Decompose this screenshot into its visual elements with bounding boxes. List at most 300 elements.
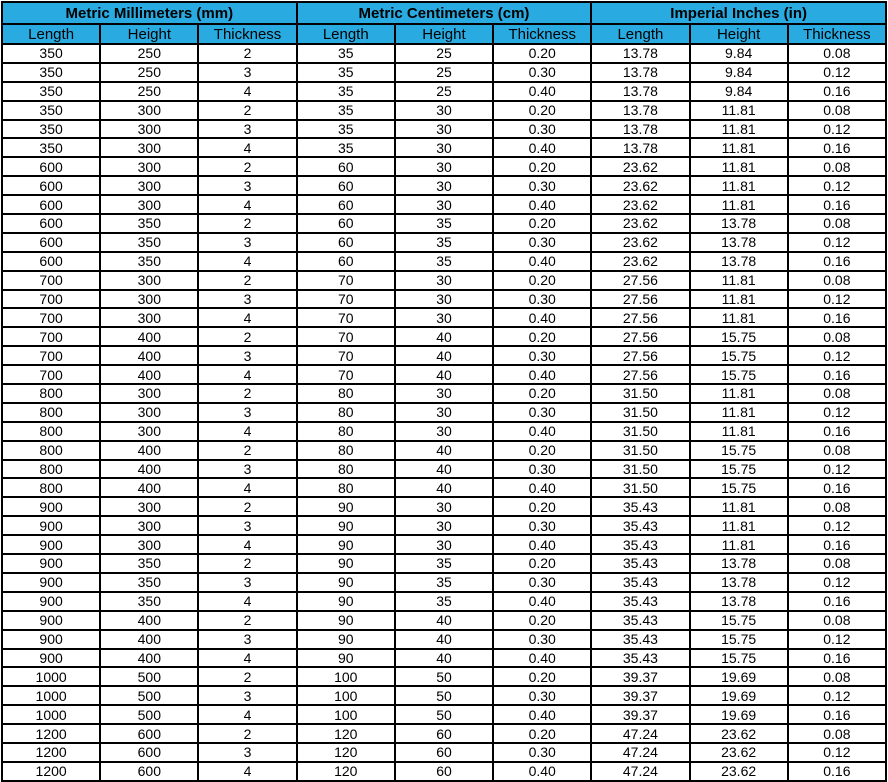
cell: 31.50 — [591, 403, 689, 422]
cell: 80 — [297, 478, 395, 497]
cell: 800 — [2, 384, 100, 403]
table-row — [2, 478, 886, 497]
cell: 90 — [297, 611, 395, 630]
cell: 0.40 — [493, 705, 591, 724]
cell: 2 — [198, 101, 296, 120]
cell: 3 — [198, 686, 296, 705]
table-row — [2, 535, 886, 554]
cell: 35 — [297, 138, 395, 157]
table-row — [2, 384, 886, 403]
cell: 19.69 — [690, 686, 788, 705]
cell: 0.30 — [493, 573, 591, 592]
cell: 3 — [198, 460, 296, 479]
cell: 0.30 — [493, 233, 591, 252]
cell: 300 — [100, 138, 198, 157]
table-row — [2, 327, 886, 346]
cell: 0.20 — [493, 101, 591, 120]
cell: 15.75 — [690, 478, 788, 497]
cell: 900 — [2, 516, 100, 535]
table-row — [2, 157, 886, 176]
cell: 0.08 — [788, 271, 886, 290]
cell: 300 — [100, 120, 198, 139]
cell: 300 — [100, 176, 198, 195]
cell: 0.20 — [493, 497, 591, 516]
table-row — [2, 138, 886, 157]
cell: 4 — [198, 308, 296, 327]
cell: 2 — [198, 271, 296, 290]
cell: 30 — [395, 422, 493, 441]
cell: 50 — [395, 667, 493, 686]
cell: 300 — [100, 195, 198, 214]
cell: 3 — [198, 63, 296, 82]
cell: 300 — [100, 497, 198, 516]
cell: 23.62 — [591, 233, 689, 252]
cell: 23.62 — [591, 176, 689, 195]
cell: 35 — [395, 233, 493, 252]
cell: 0.40 — [493, 138, 591, 157]
cell: 23.62 — [690, 762, 788, 781]
cell: 600 — [100, 762, 198, 781]
cell: 11.81 — [690, 120, 788, 139]
cell: 35 — [297, 120, 395, 139]
cell: 40 — [395, 327, 493, 346]
column-header-row — [2, 24, 886, 44]
cell: 15.75 — [690, 649, 788, 668]
cell: 0.08 — [788, 214, 886, 233]
col-header-in-height: Height — [690, 24, 788, 44]
cell: 0.16 — [788, 592, 886, 611]
cell: 27.56 — [591, 346, 689, 365]
cell: 3 — [198, 516, 296, 535]
cell: 350 — [100, 554, 198, 573]
cell: 30 — [395, 101, 493, 120]
cell: 70 — [297, 308, 395, 327]
cell: 120 — [297, 743, 395, 762]
cell: 30 — [395, 516, 493, 535]
cell: 30 — [395, 271, 493, 290]
cell: 3 — [198, 403, 296, 422]
cell: 0.30 — [493, 516, 591, 535]
cell: 0.12 — [788, 630, 886, 649]
cell: 0.40 — [493, 195, 591, 214]
cell: 0.08 — [788, 554, 886, 573]
cell: 40 — [395, 478, 493, 497]
cell: 30 — [395, 138, 493, 157]
cell: 80 — [297, 422, 395, 441]
cell: 700 — [2, 365, 100, 384]
cell: 0.16 — [788, 138, 886, 157]
table-row — [2, 101, 886, 120]
cell: 30 — [395, 290, 493, 309]
cell: 47.24 — [591, 743, 689, 762]
cell: 350 — [2, 138, 100, 157]
cell: 90 — [297, 554, 395, 573]
cell: 1000 — [2, 667, 100, 686]
cell: 60 — [297, 195, 395, 214]
col-header-cm-thickness: Thickness — [493, 24, 591, 44]
cell: 3 — [198, 743, 296, 762]
cell: 0.08 — [788, 384, 886, 403]
cell: 700 — [2, 308, 100, 327]
cell: 2 — [198, 497, 296, 516]
cell: 900 — [2, 592, 100, 611]
cell: 0.20 — [493, 724, 591, 743]
cell: 30 — [395, 176, 493, 195]
col-header-mm-thickness: Thickness — [198, 24, 296, 44]
cell: 400 — [100, 346, 198, 365]
cell: 15.75 — [690, 441, 788, 460]
cell: 0.30 — [493, 346, 591, 365]
cell: 0.16 — [788, 82, 886, 101]
cell: 30 — [395, 535, 493, 554]
cell: 35.43 — [591, 630, 689, 649]
cell: 50 — [395, 705, 493, 724]
cell: 0.16 — [788, 535, 886, 554]
cell: 3 — [198, 233, 296, 252]
cell: 2 — [198, 611, 296, 630]
cell: 13.78 — [690, 233, 788, 252]
section-title-mm: Metric Millimeters (mm) — [2, 2, 297, 24]
cell: 11.81 — [690, 403, 788, 422]
cell: 250 — [100, 63, 198, 82]
cell: 60 — [297, 214, 395, 233]
cell: 0.08 — [788, 441, 886, 460]
cell: 30 — [395, 120, 493, 139]
cell: 900 — [2, 630, 100, 649]
cell: 350 — [100, 592, 198, 611]
cell: 600 — [100, 724, 198, 743]
col-header-cm-height: Height — [395, 24, 493, 44]
cell: 4 — [198, 592, 296, 611]
cell: 11.81 — [690, 157, 788, 176]
cell: 3 — [198, 573, 296, 592]
cell: 11.81 — [690, 138, 788, 157]
cell: 35.43 — [591, 573, 689, 592]
cell: 2 — [198, 554, 296, 573]
table-row — [2, 554, 886, 573]
cell: 11.81 — [690, 195, 788, 214]
cell: 0.16 — [788, 422, 886, 441]
cell: 300 — [100, 271, 198, 290]
cell: 800 — [2, 441, 100, 460]
cell: 3 — [198, 176, 296, 195]
cell: 0.20 — [493, 157, 591, 176]
cell: 40 — [395, 346, 493, 365]
cell: 100 — [297, 686, 395, 705]
table-row — [2, 403, 886, 422]
cell: 40 — [395, 649, 493, 668]
cell: 70 — [297, 327, 395, 346]
cell: 0.20 — [493, 44, 591, 63]
cell: 0.20 — [493, 611, 591, 630]
cell: 0.16 — [788, 308, 886, 327]
cell: 0.20 — [493, 214, 591, 233]
cell: 40 — [395, 630, 493, 649]
cell: 11.81 — [690, 271, 788, 290]
cell: 0.08 — [788, 667, 886, 686]
cell: 35.43 — [591, 516, 689, 535]
table-body — [2, 44, 886, 781]
cell: 0.16 — [788, 195, 886, 214]
cell: 31.50 — [591, 384, 689, 403]
cell: 30 — [395, 157, 493, 176]
cell: 300 — [100, 535, 198, 554]
cell: 31.50 — [591, 422, 689, 441]
cell: 30 — [395, 308, 493, 327]
table-row — [2, 743, 886, 762]
cell: 400 — [100, 460, 198, 479]
cell: 0.40 — [493, 308, 591, 327]
cell: 19.69 — [690, 667, 788, 686]
cell: 700 — [2, 327, 100, 346]
cell: 27.56 — [591, 308, 689, 327]
cell: 600 — [2, 176, 100, 195]
cell: 3 — [198, 346, 296, 365]
table-row — [2, 724, 886, 743]
cell: 27.56 — [591, 290, 689, 309]
cell: 13.78 — [591, 120, 689, 139]
cell: 13.78 — [690, 252, 788, 271]
cell: 2 — [198, 44, 296, 63]
cell: 40 — [395, 611, 493, 630]
table-row — [2, 365, 886, 384]
cell: 90 — [297, 649, 395, 668]
table-row — [2, 120, 886, 139]
cell: 9.84 — [690, 44, 788, 63]
cell: 11.81 — [690, 497, 788, 516]
cell: 350 — [2, 63, 100, 82]
table-row — [2, 214, 886, 233]
cell: 13.78 — [591, 63, 689, 82]
cell: 30 — [395, 384, 493, 403]
cell: 90 — [297, 592, 395, 611]
cell: 4 — [198, 82, 296, 101]
cell: 23.62 — [591, 252, 689, 271]
cell: 11.81 — [690, 101, 788, 120]
cell: 70 — [297, 271, 395, 290]
cell: 100 — [297, 705, 395, 724]
cell: 900 — [2, 611, 100, 630]
cell: 13.78 — [690, 592, 788, 611]
cell: 400 — [100, 441, 198, 460]
table-header — [2, 2, 886, 44]
cell: 80 — [297, 460, 395, 479]
cell: 0.12 — [788, 63, 886, 82]
cell: 4 — [198, 422, 296, 441]
cell: 0.16 — [788, 252, 886, 271]
cell: 0.08 — [788, 611, 886, 630]
cell: 300 — [100, 101, 198, 120]
table-row — [2, 592, 886, 611]
cell: 0.12 — [788, 120, 886, 139]
cell: 39.37 — [591, 705, 689, 724]
cell: 15.75 — [690, 630, 788, 649]
cell: 39.37 — [591, 667, 689, 686]
cell: 0.30 — [493, 630, 591, 649]
cell: 80 — [297, 403, 395, 422]
table-row — [2, 422, 886, 441]
cell: 0.30 — [493, 290, 591, 309]
cell: 0.30 — [493, 176, 591, 195]
cell: 47.24 — [591, 724, 689, 743]
cell: 800 — [2, 403, 100, 422]
cell: 250 — [100, 82, 198, 101]
cell: 30 — [395, 195, 493, 214]
cell: 0.40 — [493, 252, 591, 271]
cell: 120 — [297, 762, 395, 781]
cell: 0.30 — [493, 686, 591, 705]
table-row — [2, 271, 886, 290]
table-row — [2, 762, 886, 781]
cell: 13.78 — [690, 214, 788, 233]
cell: 70 — [297, 290, 395, 309]
cell: 4 — [198, 138, 296, 157]
table-row — [2, 611, 886, 630]
cell: 60 — [297, 233, 395, 252]
cell: 9.84 — [690, 63, 788, 82]
cell: 11.81 — [690, 516, 788, 535]
cell: 31.50 — [591, 441, 689, 460]
cell: 600 — [2, 157, 100, 176]
cell: 23.62 — [591, 195, 689, 214]
cell: 0.12 — [788, 686, 886, 705]
cell: 15.75 — [690, 460, 788, 479]
cell: 35 — [297, 101, 395, 120]
cell: 300 — [100, 308, 198, 327]
cell: 300 — [100, 384, 198, 403]
cell: 25 — [395, 82, 493, 101]
cell: 35 — [395, 252, 493, 271]
cell: 250 — [100, 44, 198, 63]
cell: 0.08 — [788, 157, 886, 176]
cell: 1000 — [2, 705, 100, 724]
col-header-mm-height: Height — [100, 24, 198, 44]
cell: 350 — [100, 573, 198, 592]
cell: 800 — [2, 422, 100, 441]
table-row — [2, 44, 886, 63]
cell: 2 — [198, 214, 296, 233]
section-title-in: Imperial Inches (in) — [591, 2, 886, 24]
cell: 23.62 — [690, 724, 788, 743]
cell: 60 — [297, 176, 395, 195]
cell: 23.62 — [591, 157, 689, 176]
cell: 600 — [100, 743, 198, 762]
cell: 13.78 — [591, 138, 689, 157]
cell: 900 — [2, 535, 100, 554]
cell: 1000 — [2, 686, 100, 705]
cell: 60 — [395, 724, 493, 743]
table-row — [2, 176, 886, 195]
cell: 0.20 — [493, 327, 591, 346]
cell: 0.16 — [788, 365, 886, 384]
table-row — [2, 516, 886, 535]
cell: 0.08 — [788, 44, 886, 63]
cell: 1200 — [2, 762, 100, 781]
cell: 100 — [297, 667, 395, 686]
cell: 40 — [395, 365, 493, 384]
cell: 70 — [297, 346, 395, 365]
cell: 90 — [297, 535, 395, 554]
cell: 13.78 — [591, 82, 689, 101]
cell: 350 — [100, 214, 198, 233]
cell: 350 — [100, 233, 198, 252]
cell: 13.78 — [690, 573, 788, 592]
cell: 300 — [100, 516, 198, 535]
cell: 27.56 — [591, 327, 689, 346]
cell: 2 — [198, 667, 296, 686]
cell: 0.40 — [493, 762, 591, 781]
cell: 35 — [297, 82, 395, 101]
cell: 0.12 — [788, 346, 886, 365]
cell: 700 — [2, 271, 100, 290]
cell: 35.43 — [591, 497, 689, 516]
cell: 4 — [198, 195, 296, 214]
col-header-cm-length: Length — [297, 24, 395, 44]
cell: 0.40 — [493, 649, 591, 668]
cell: 0.40 — [493, 478, 591, 497]
cell: 800 — [2, 478, 100, 497]
cell: 15.75 — [690, 365, 788, 384]
table-row — [2, 290, 886, 309]
cell: 3 — [198, 290, 296, 309]
cell: 0.40 — [493, 592, 591, 611]
cell: 35 — [395, 554, 493, 573]
col-header-mm-length: Length — [2, 24, 100, 44]
cell: 800 — [2, 460, 100, 479]
cell: 0.08 — [788, 724, 886, 743]
cell: 400 — [100, 327, 198, 346]
cell: 19.69 — [690, 705, 788, 724]
section-title-cm: Metric Centimeters (cm) — [297, 2, 592, 24]
cell: 90 — [297, 630, 395, 649]
table-row — [2, 573, 886, 592]
cell: 0.20 — [493, 384, 591, 403]
cell: 300 — [100, 290, 198, 309]
cell: 400 — [100, 611, 198, 630]
cell: 4 — [198, 705, 296, 724]
cell: 0.12 — [788, 743, 886, 762]
cell: 0.08 — [788, 497, 886, 516]
table-row — [2, 63, 886, 82]
cell: 0.20 — [493, 271, 591, 290]
cell: 900 — [2, 573, 100, 592]
cell: 0.08 — [788, 101, 886, 120]
cell: 11.81 — [690, 308, 788, 327]
cell: 35 — [395, 573, 493, 592]
cell: 350 — [2, 120, 100, 139]
table-row — [2, 233, 886, 252]
cell: 1200 — [2, 743, 100, 762]
cell: 4 — [198, 478, 296, 497]
cell: 35.43 — [591, 554, 689, 573]
cell: 600 — [2, 252, 100, 271]
cell: 4 — [198, 365, 296, 384]
cell: 27.56 — [591, 365, 689, 384]
table-row — [2, 497, 886, 516]
cell: 31.50 — [591, 478, 689, 497]
cell: 30 — [395, 403, 493, 422]
table-row — [2, 649, 886, 668]
cell: 400 — [100, 630, 198, 649]
cell: 300 — [100, 157, 198, 176]
cell: 40 — [395, 460, 493, 479]
table-row — [2, 460, 886, 479]
cell: 23.62 — [690, 743, 788, 762]
cell: 0.30 — [493, 120, 591, 139]
cell: 15.75 — [690, 346, 788, 365]
cell: 15.75 — [690, 611, 788, 630]
cell: 35.43 — [591, 649, 689, 668]
